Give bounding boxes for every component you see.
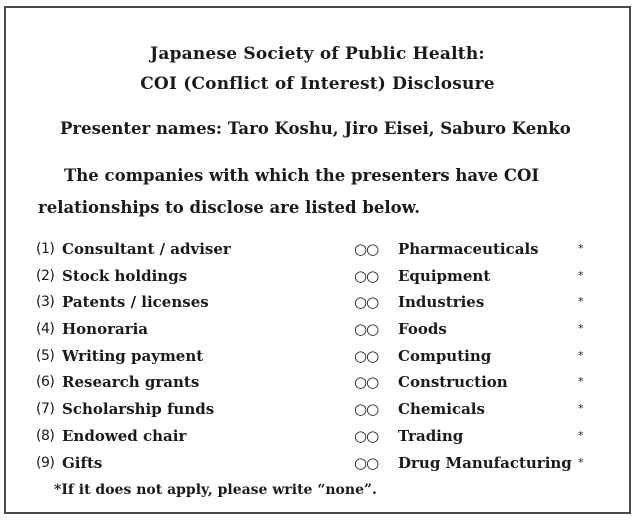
company-placeholder: ○○: [354, 453, 379, 472]
list-item: [36, 396, 596, 423]
industry-name: Pharmaceuticals: [398, 240, 539, 258]
list-item: [36, 423, 596, 450]
coi-disclosure-slide: [4, 6, 631, 514]
company-placeholder: ○○: [354, 320, 379, 339]
item-category: Scholarship funds: [62, 400, 215, 419]
item-number: (5): [36, 347, 55, 364]
item-category: Consultant / adviser: [62, 240, 231, 258]
item-category: Gifts: [62, 453, 103, 472]
list-item: [36, 343, 596, 370]
asterisk-mark: *: [578, 295, 584, 309]
industry-name: Chemicals: [398, 400, 485, 419]
company-placeholder: ○○: [354, 266, 379, 285]
list-item: [36, 316, 596, 343]
company-placeholder: ○○: [354, 400, 379, 419]
asterisk-mark: *: [578, 268, 584, 282]
asterisk-mark: *: [578, 242, 584, 255]
item-number: (8): [36, 427, 55, 444]
industry-name: Equipment: [398, 266, 491, 285]
list-item: [36, 369, 596, 396]
asterisk-mark: *: [578, 428, 584, 442]
item-number: (1): [36, 241, 55, 257]
list-item: [36, 263, 596, 290]
list-item: [36, 236, 596, 263]
asterisk-mark: *: [578, 455, 584, 469]
company-placeholder: ○○: [354, 346, 379, 365]
item-category: Endowed chair: [62, 426, 187, 445]
item-category: Patents / licenses: [62, 293, 209, 312]
company-placeholder: ○○: [354, 426, 379, 445]
item-category: Honoraria: [62, 320, 149, 339]
industry-name: Drug Manufacturing: [398, 453, 572, 472]
asterisk-mark: *: [578, 322, 584, 336]
industry-name: Foods: [398, 320, 447, 339]
item-number: (7): [36, 401, 55, 418]
item-category: Research grants: [62, 373, 200, 392]
item-category: Stock holdings: [62, 266, 188, 285]
item-category: Writing payment: [62, 346, 204, 365]
industry-name: Trading: [398, 426, 464, 445]
industry-name: Industries: [398, 293, 485, 312]
presenter-names: Presenter names: Taro Koshu, Jiro Eisei, Saburo Kenko: [60, 119, 571, 138]
industry-name: Computing: [398, 346, 492, 365]
item-number: (4): [36, 321, 55, 338]
item-number: (2): [36, 267, 55, 284]
company-placeholder: ○○: [354, 373, 379, 392]
asterisk-mark: *: [578, 375, 584, 389]
list-item: [36, 450, 596, 477]
industry-name: Construction: [398, 373, 508, 392]
company-placeholder: ○○: [354, 240, 379, 258]
company-placeholder: ○○: [354, 293, 379, 312]
intro-line-1: The companies with which the presenters have COI: [64, 166, 540, 185]
asterisk-mark: *: [578, 348, 584, 362]
intro-text: [38, 160, 608, 224]
item-number: (6): [36, 374, 55, 391]
item-number: (9): [36, 454, 55, 471]
item-number: (3): [36, 294, 55, 311]
coi-list: [36, 236, 596, 476]
intro-line-2: relationships to disclose are listed below.: [38, 198, 420, 217]
list-item: [36, 289, 596, 316]
title-line-1: Japanese Society of Public Health:: [150, 44, 485, 64]
title-line-2: COI (Conflict of Interest) Disclosure: [140, 74, 495, 94]
footnote: *If it does not apply, please write “none”.: [54, 482, 377, 498]
asterisk-mark: *: [578, 402, 584, 416]
